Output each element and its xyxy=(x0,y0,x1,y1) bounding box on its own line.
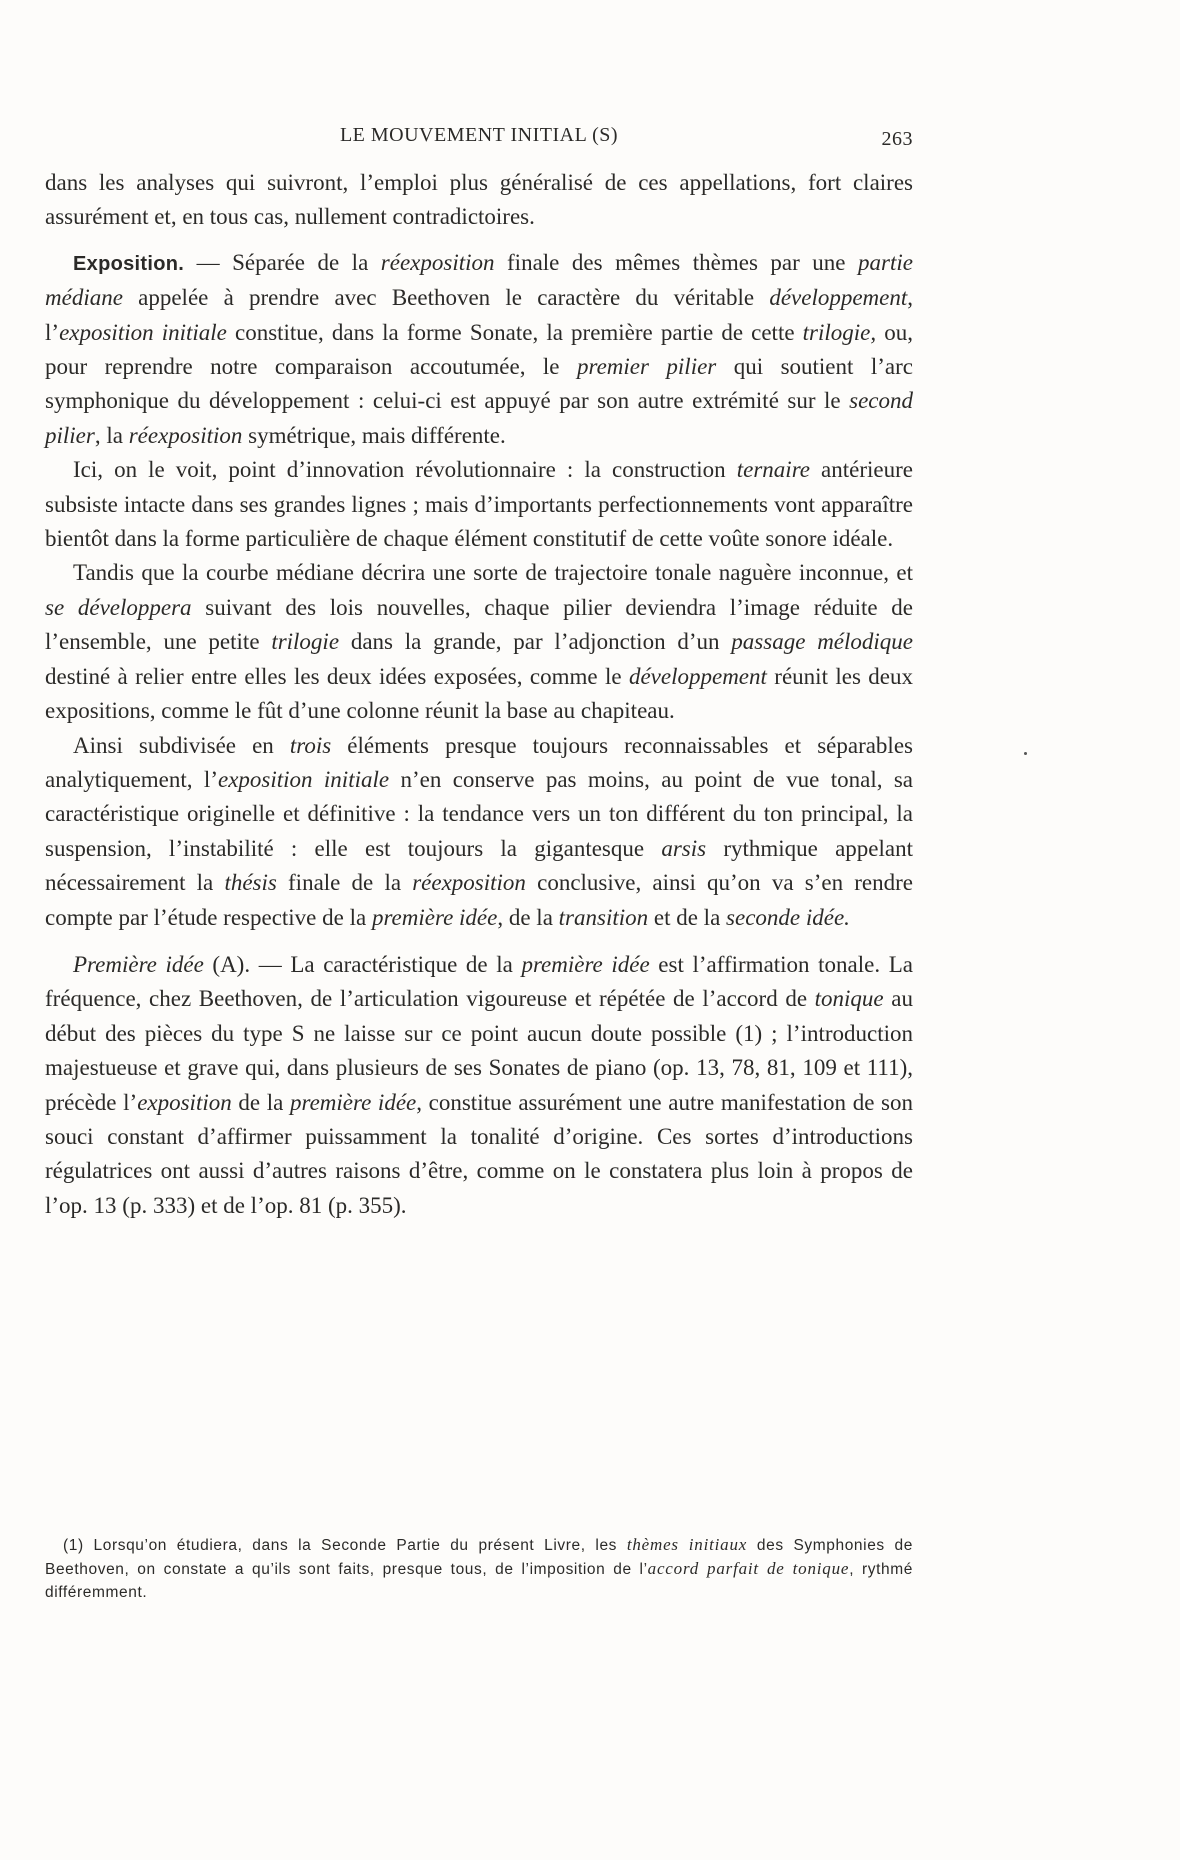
text-run: suivant des lois nouvelles, chaque pilier deviendra l’image réduite de l’ensemble, une petite xyxy=(45,594,913,655)
italic-term: passage mélodique xyxy=(731,629,913,655)
italic-term: exposition initiale xyxy=(59,319,227,345)
paragraph-ternary xyxy=(45,453,913,556)
text-run: des Symphonies de Beethoven, on constate a qu’ils sont faits, presque tous, de l’imposition de l’ xyxy=(45,1537,913,1578)
italic-term: exposition initiale xyxy=(217,766,390,792)
paragraph-trajectory xyxy=(45,556,913,728)
footnote-text xyxy=(45,1533,913,1604)
italic-term: arsis xyxy=(661,835,707,861)
text-run: , constitue assurément une autre manifestation de son souci constant d’affirmer puissamment la tonalité d’origine. Ces sortes d’introductions régulatrices ont aussi d’autres raisons d’être, comme on le constatera plus loin à propos de l’op. 13 (p. 333) et de l’op. 81 (p. 355). xyxy=(45,1089,913,1218)
footnote xyxy=(45,1533,913,1604)
italic-term: thèmes initiaux xyxy=(626,1535,748,1554)
italic-term: tonique xyxy=(814,986,884,1012)
italic-term: réexposition xyxy=(128,422,243,448)
text-run: n’en conserve pas moins, au point de vue tonal, sa caractéristique originelle et définitive : la tendance vers un ton différent du ton principal, la suspension, l’instabilité : elle est toujours la gigantesque xyxy=(45,766,914,861)
section-label-exposition: Exposition. xyxy=(73,252,185,275)
italic-term: exposition xyxy=(137,1089,232,1115)
paragraph-subdivision xyxy=(45,729,913,935)
paragraph-first-idea xyxy=(45,948,913,1223)
text-run: conclusive, ainsi qu’on va s’en rendre compte par l’étude respective de la xyxy=(45,870,913,930)
italic-term: trilogie, xyxy=(802,319,877,345)
text-run: dans la grande, par l’adjonction d’un xyxy=(339,629,732,655)
text-run: — Séparée de la xyxy=(184,249,381,275)
italic-term: transition xyxy=(558,904,649,930)
text-run: et de la xyxy=(648,904,727,930)
text-run: rythmique appelant nécessairement la xyxy=(45,835,913,896)
text-run: Ainsi subdivisée en xyxy=(73,732,290,758)
text-run: de la xyxy=(231,1089,290,1115)
text-run: finale de la xyxy=(276,870,413,896)
text-run: , la xyxy=(94,422,129,448)
text-run: Ici, on le voit, point d’innovation révolutionnaire : la construction xyxy=(73,457,737,483)
text-run: , de la xyxy=(497,904,559,930)
text-run: antérieure subsiste intacte dans ses grandes lignes ; mais d’importants perfectionnements vont apparaître bientôt dans la forme particulière de chaque élément constitutif de cette voûte sonore idéale. xyxy=(45,457,913,552)
text-run: appelée à prendre avec Beethoven le caractère du véritable xyxy=(122,285,770,311)
text-run: (A). — La caractéristique de la xyxy=(203,951,522,977)
body-text xyxy=(45,166,913,1223)
italic-term: ternaire xyxy=(736,457,810,483)
italic-term: réexposition xyxy=(412,870,526,896)
text-run: , rythmé différemment. xyxy=(45,1561,913,1601)
text-run: au début des pièces du type S ne laisse sur ce point aucun doute possible (1) ; l’introduction majestueuse et grave qui, dans plusieurs de ses Sonates de piano (op. 13, 78, 81, 109 et 111), précède l’ xyxy=(45,986,913,1115)
italic-term: second pilier xyxy=(45,388,913,448)
italic-term: réexposition xyxy=(380,249,495,275)
section-label-first-idea: Première idée xyxy=(73,951,204,977)
paragraph-exposition xyxy=(45,246,913,453)
italic-term: première idée xyxy=(289,1089,417,1115)
italic-term: thésis xyxy=(224,870,277,896)
text-run: finale des mêmes thèmes par une xyxy=(494,249,859,275)
italic-term: première idée xyxy=(371,904,498,930)
paragraph-continuation: dans les analyses qui suivront, l’emploi plus généralisé de ces appellations, fort claires assurément et, en tous cas, nullement contradictoires. xyxy=(45,170,913,230)
text-run: ou, pour reprendre notre comparaison accoutumée, le xyxy=(45,319,914,380)
text-run: éléments presque toujours reconnaissables et séparables analytiquement, l’ xyxy=(45,732,913,792)
text-run: qui soutient l’arc symphonique du développement : celui-ci est appuyé par son autre extrémité sur le xyxy=(45,354,913,414)
italic-term: se développera xyxy=(45,594,192,620)
italic-term: seconde idée. xyxy=(726,904,850,930)
italic-term: trilogie xyxy=(271,629,340,655)
page-number: 263 xyxy=(881,128,913,150)
italic-term: partie médiane xyxy=(45,249,913,311)
text-run: est l’affirmation tonale. La fréquence, chez Beethoven, de l’articulation vigoureuse et répétée de l’accord de xyxy=(45,951,913,1012)
text-run: Tandis que la courbe médiane décrira une sorte de trajectoire tonale naguère inconnue, et xyxy=(73,560,913,586)
running-title: LE MOUVEMENT INITIAL (S) xyxy=(339,124,619,146)
text-run: (1) Lorsqu’on étudiera, dans la Seconde Partie du présent Livre, les xyxy=(63,1537,627,1554)
text-run: , l’ xyxy=(45,285,913,345)
text-run: destiné à relier entre elles les deux idées exposées, comme le xyxy=(45,663,629,689)
italic-term: premier pilier xyxy=(576,354,717,380)
italic-term: première idée xyxy=(521,951,650,977)
text-run: réunit les deux expositions, comme le fût d’une colonne réunit la base au chapiteau. xyxy=(45,663,914,724)
text-run: constitue, dans la forme Sonate, la première partie de cette xyxy=(226,319,803,345)
italic-term: développement xyxy=(769,285,908,311)
italic-term: accord parfait de tonique xyxy=(647,1559,850,1578)
italic-term: trois xyxy=(289,732,332,758)
italic-term: développement xyxy=(628,663,767,689)
margin-speck xyxy=(1024,752,1027,755)
text-run: symétrique, mais différente. xyxy=(242,422,506,448)
